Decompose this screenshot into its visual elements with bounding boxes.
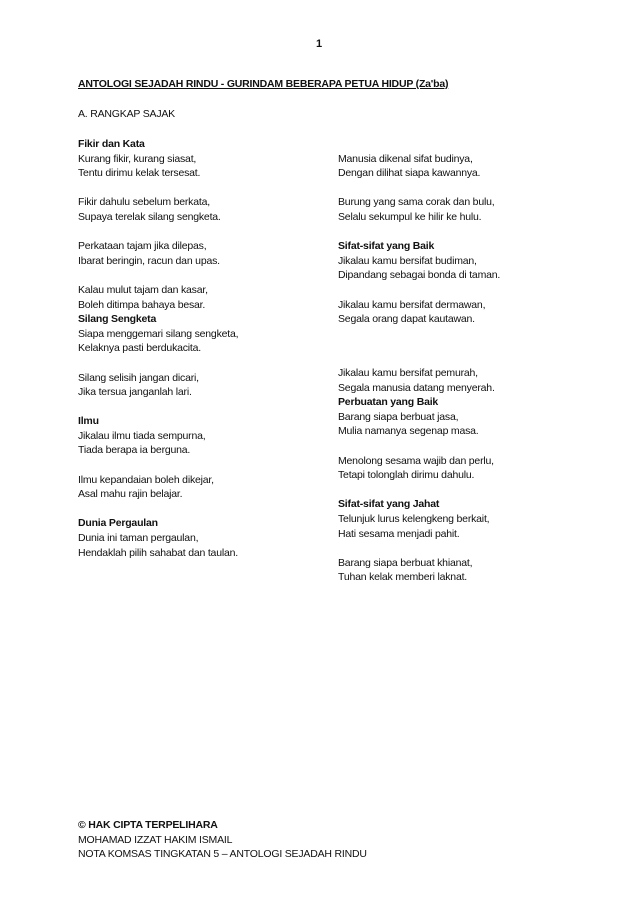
stanza <box>78 239 328 268</box>
poem-line: Jikalau kamu bersifat pemurah, <box>338 367 478 379</box>
poem-line: Menolong sesama wajib dan perlu, <box>338 454 494 467</box>
left-column <box>78 137 328 575</box>
poem-line: Jikalau ilmu tiada sempurna, <box>78 429 206 442</box>
poem-line: Jikalau kamu bersifat budiman, <box>338 254 477 267</box>
poem-line: Ilmu kepandaian boleh dikejar, <box>78 473 214 486</box>
stanza <box>78 195 328 224</box>
poem-line: Ibarat beringin, racun dan upas. <box>78 254 220 267</box>
stanza <box>338 152 568 181</box>
poem-line: Kalau mulut tajam dan kasar, <box>78 283 208 296</box>
poem-title: Perbuatan yang Baik <box>338 396 439 409</box>
poem-line: Kelaknya pasti berdukacita. <box>78 342 202 355</box>
poem-title: Ilmu <box>78 415 99 428</box>
right-column-lower <box>338 366 568 600</box>
poem-ilmu <box>78 414 328 458</box>
poem-line: Supaya terelak silang sengketa. <box>78 210 221 223</box>
poem-line: Barang siapa berbuat jasa, <box>338 410 459 423</box>
poem-line: Mulia namanya segenap masa. <box>338 425 479 438</box>
poem-line: Hendaklah pilih sahabat dan taulan. <box>78 546 238 559</box>
poem-line: Barang siapa berbuat khianat, <box>338 556 473 569</box>
stanza <box>338 366 568 395</box>
poem-line: Dunia ini taman pergaulan, <box>78 532 199 545</box>
copyright-notice: © HAK CIPTA TERPELIHARA <box>78 819 218 831</box>
poem-line: Silang selisih jangan dicari, <box>78 371 199 384</box>
poem-title: Fikir dan Kata <box>78 138 145 150</box>
poem-sifat-jahat <box>338 497 568 541</box>
poem-dunia-pergaulan <box>78 516 328 560</box>
poem-line: Tuhan kelak memberi laknat. <box>338 571 468 584</box>
document-title: ANTOLOGI SEJADAH RINDU - GURINDAM BEBERAPA PETUA HIDUP (Za'ba) <box>78 78 449 90</box>
author-name: MOHAMAD IZZAT HAKIM ISMAIL <box>78 833 233 846</box>
poem-line: Telunjuk lurus kelengkeng berkait, <box>338 512 490 525</box>
section-heading: A. RANGKAP SAJAK <box>78 108 175 120</box>
footer <box>78 818 367 862</box>
page-number: 1 <box>315 38 323 50</box>
poem-line: Manusia dikenal sifat budinya, <box>338 152 473 165</box>
stanza <box>78 371 328 400</box>
poem-perbuatan-baik <box>338 395 568 439</box>
stanza <box>338 195 568 224</box>
right-column-upper <box>338 137 568 341</box>
poem-line: Asal mahu rajin belajar. <box>78 488 183 501</box>
poem-line: Segala orang dapat kautawan. <box>338 313 475 326</box>
poem-line: Burung yang sama corak dan bulu, <box>338 196 495 209</box>
poem-silang-sengketa <box>78 312 328 356</box>
footer-note: NOTA KOMSAS TINGKATAN 5 – ANTOLOGI SEJADAH RINDU <box>78 848 367 861</box>
stanza <box>338 454 568 483</box>
poem-line: Selalu sekumpul ke hilir ke hulu. <box>338 210 482 223</box>
poem-line: Hati sesama menjadi pahit. <box>338 527 460 540</box>
poem-line: Tetapi tolonglah dirimu dahulu. <box>338 469 475 482</box>
poem-title: Dunia Pergaulan <box>78 517 158 530</box>
poem-line: Dipandang sebagai bonda di taman. <box>338 269 501 282</box>
poem-line: Segala manusia datang menyerah. <box>338 381 495 394</box>
poem-line: Jika tersua janganlah lari. <box>78 386 192 399</box>
stanza <box>78 473 328 502</box>
poem-line: Tentu dirimu kelak tersesat. <box>78 167 201 180</box>
poem-line: Dengan dilihat siapa kawannya. <box>338 167 481 180</box>
stanza <box>78 283 328 312</box>
stanza <box>338 556 568 585</box>
stanza <box>338 298 568 327</box>
poem-title: Sifat-sifat yang Baik <box>338 240 435 253</box>
poem-fikir-dan-kata <box>78 137 328 181</box>
poem-line: Jikalau kamu bersifat dermawan, <box>338 298 486 311</box>
poem-line: Tiada berapa ia berguna. <box>78 444 191 457</box>
poem-line: Fikir dahulu sebelum berkata, <box>78 196 210 209</box>
poem-title: Silang Sengketa <box>78 313 157 326</box>
poem-line: Kurang fikir, kurang siasat, <box>78 152 197 165</box>
poem-line: Perkataan tajam jika dilepas, <box>78 240 207 253</box>
poem-title: Sifat-sifat yang Jahat <box>338 498 440 511</box>
poem-line: Boleh ditimpa bahaya besar. <box>78 298 206 311</box>
spacer <box>338 137 568 152</box>
poem-sifat-baik <box>338 239 568 283</box>
poem-line: Siapa menggemari silang sengketa, <box>78 327 239 340</box>
